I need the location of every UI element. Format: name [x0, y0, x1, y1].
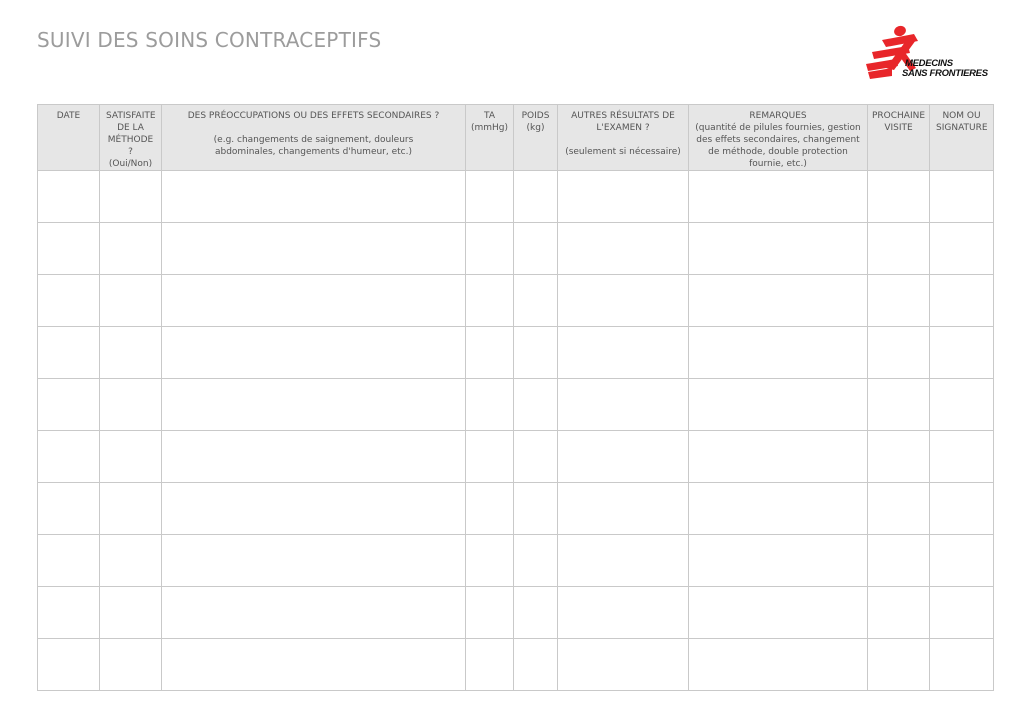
cell-weight[interactable]: [514, 223, 558, 275]
cell-signature[interactable]: [930, 275, 994, 327]
table-row: [38, 379, 994, 431]
table-row: [38, 327, 994, 379]
cell-bp[interactable]: [466, 275, 514, 327]
table-row: [38, 431, 994, 483]
header-name-signature: NOM OU SIGNATURE: [930, 105, 994, 171]
cell-other-results[interactable]: [558, 379, 689, 431]
cell-satisfied[interactable]: [100, 275, 162, 327]
table-row: [38, 587, 994, 639]
header-weight: POIDS (kg): [514, 105, 558, 171]
table-header-row: [38, 105, 994, 171]
cell-signature[interactable]: [930, 327, 994, 379]
cell-other-results[interactable]: [558, 275, 689, 327]
cell-date[interactable]: [38, 327, 100, 379]
header-date: DATE: [38, 105, 100, 171]
table-row: [38, 171, 994, 223]
cell-next-visit[interactable]: [868, 483, 930, 535]
cell-signature[interactable]: [930, 535, 994, 587]
cell-remarks[interactable]: [689, 379, 868, 431]
cell-satisfied[interactable]: [100, 587, 162, 639]
header-satisfied-method: SATISFAITE DE LA MÉTHODE ? (Oui/Non): [100, 105, 162, 171]
table-body: [38, 171, 994, 691]
cell-remarks[interactable]: [689, 431, 868, 483]
cell-satisfied[interactable]: [100, 639, 162, 691]
cell-next-visit[interactable]: [868, 639, 930, 691]
cell-concerns[interactable]: [162, 171, 466, 223]
cell-concerns[interactable]: [162, 223, 466, 275]
cell-date[interactable]: [38, 223, 100, 275]
logo-line-2: SANS FRONTIERES: [902, 68, 988, 79]
table-row: [38, 535, 994, 587]
table-row: [38, 483, 994, 535]
cell-weight[interactable]: [514, 483, 558, 535]
cell-remarks[interactable]: [689, 483, 868, 535]
cell-satisfied[interactable]: [100, 535, 162, 587]
cell-date[interactable]: [38, 639, 100, 691]
cell-bp[interactable]: [466, 327, 514, 379]
cell-concerns[interactable]: [162, 535, 466, 587]
cell-date[interactable]: [38, 587, 100, 639]
cell-weight[interactable]: [514, 275, 558, 327]
header-concerns-side-effects: DES PRÉOCCUPATIONS OU DES EFFETS SECONDAIRES ? (e.g. changements de saignement, douleurs abdominales, changements d'humeur, etc.): [162, 105, 466, 171]
cell-bp[interactable]: [466, 223, 514, 275]
cell-next-visit[interactable]: [868, 431, 930, 483]
cell-signature[interactable]: [930, 639, 994, 691]
cell-satisfied[interactable]: [100, 483, 162, 535]
cell-next-visit[interactable]: [868, 587, 930, 639]
cell-concerns[interactable]: [162, 275, 466, 327]
cell-bp[interactable]: [466, 431, 514, 483]
cell-next-visit[interactable]: [868, 171, 930, 223]
cell-satisfied[interactable]: [100, 431, 162, 483]
msf-logo: [862, 22, 1002, 82]
cell-remarks[interactable]: [689, 171, 868, 223]
cell-remarks[interactable]: [689, 639, 868, 691]
cell-other-results[interactable]: [558, 587, 689, 639]
logo-line-1: MEDECINS: [905, 58, 953, 69]
cell-other-results[interactable]: [558, 431, 689, 483]
cell-next-visit[interactable]: [868, 535, 930, 587]
cell-remarks[interactable]: [689, 275, 868, 327]
cell-remarks[interactable]: [689, 223, 868, 275]
cell-bp[interactable]: [466, 587, 514, 639]
cell-date[interactable]: [38, 431, 100, 483]
cell-date[interactable]: [38, 171, 100, 223]
cell-weight[interactable]: [514, 171, 558, 223]
cell-other-results[interactable]: [558, 483, 689, 535]
cell-weight[interactable]: [514, 535, 558, 587]
cell-other-results[interactable]: [558, 223, 689, 275]
cell-weight[interactable]: [514, 379, 558, 431]
table-row: [38, 223, 994, 275]
cell-concerns[interactable]: [162, 431, 466, 483]
cell-other-results[interactable]: [558, 171, 689, 223]
cell-date[interactable]: [38, 483, 100, 535]
cell-bp[interactable]: [466, 379, 514, 431]
cell-weight[interactable]: [514, 327, 558, 379]
cell-satisfied[interactable]: [100, 327, 162, 379]
header-other-exam-results: AUTRES RÉSULTATS DE L'EXAMEN ? (seulement si nécessaire): [558, 105, 689, 171]
page-title: SUIVI DES SOINS CONTRACEPTIFS: [37, 28, 382, 52]
cell-concerns[interactable]: [162, 587, 466, 639]
cell-next-visit[interactable]: [868, 379, 930, 431]
cell-concerns[interactable]: [162, 639, 466, 691]
cell-next-visit[interactable]: [868, 275, 930, 327]
table-row: [38, 639, 994, 691]
cell-signature[interactable]: [930, 171, 994, 223]
cell-remarks[interactable]: [689, 327, 868, 379]
cell-bp[interactable]: [466, 639, 514, 691]
cell-date[interactable]: [38, 379, 100, 431]
cell-concerns[interactable]: [162, 379, 466, 431]
header-remarks: REMARQUES (quantité de pilules fournies, gestion des effets secondaires, changement de méthode, double protection fournie, etc.): [689, 105, 868, 171]
cell-remarks[interactable]: [689, 587, 868, 639]
cell-signature[interactable]: [930, 223, 994, 275]
cell-bp[interactable]: [466, 171, 514, 223]
cell-date[interactable]: [38, 275, 100, 327]
cell-other-results[interactable]: [558, 327, 689, 379]
cell-concerns[interactable]: [162, 327, 466, 379]
cell-next-visit[interactable]: [868, 223, 930, 275]
cell-signature[interactable]: [930, 379, 994, 431]
cell-weight[interactable]: [514, 431, 558, 483]
cell-other-results[interactable]: [558, 535, 689, 587]
cell-satisfied[interactable]: [100, 171, 162, 223]
cell-concerns[interactable]: [162, 483, 466, 535]
cell-weight[interactable]: [514, 639, 558, 691]
cell-signature[interactable]: [930, 431, 994, 483]
cell-bp[interactable]: [466, 483, 514, 535]
cell-date[interactable]: [38, 535, 100, 587]
cell-next-visit[interactable]: [868, 327, 930, 379]
cell-satisfied[interactable]: [100, 379, 162, 431]
cell-other-results[interactable]: [558, 639, 689, 691]
cell-remarks[interactable]: [689, 535, 868, 587]
cell-satisfied[interactable]: [100, 223, 162, 275]
cell-signature[interactable]: [930, 483, 994, 535]
contraceptive-care-table: [37, 104, 994, 691]
cell-signature[interactable]: [930, 587, 994, 639]
cell-bp[interactable]: [466, 535, 514, 587]
header-next-visit: PROCHAINE VISITE: [868, 105, 930, 171]
table-row: [38, 275, 994, 327]
cell-weight[interactable]: [514, 587, 558, 639]
header-blood-pressure: TA (mmHg): [466, 105, 514, 171]
